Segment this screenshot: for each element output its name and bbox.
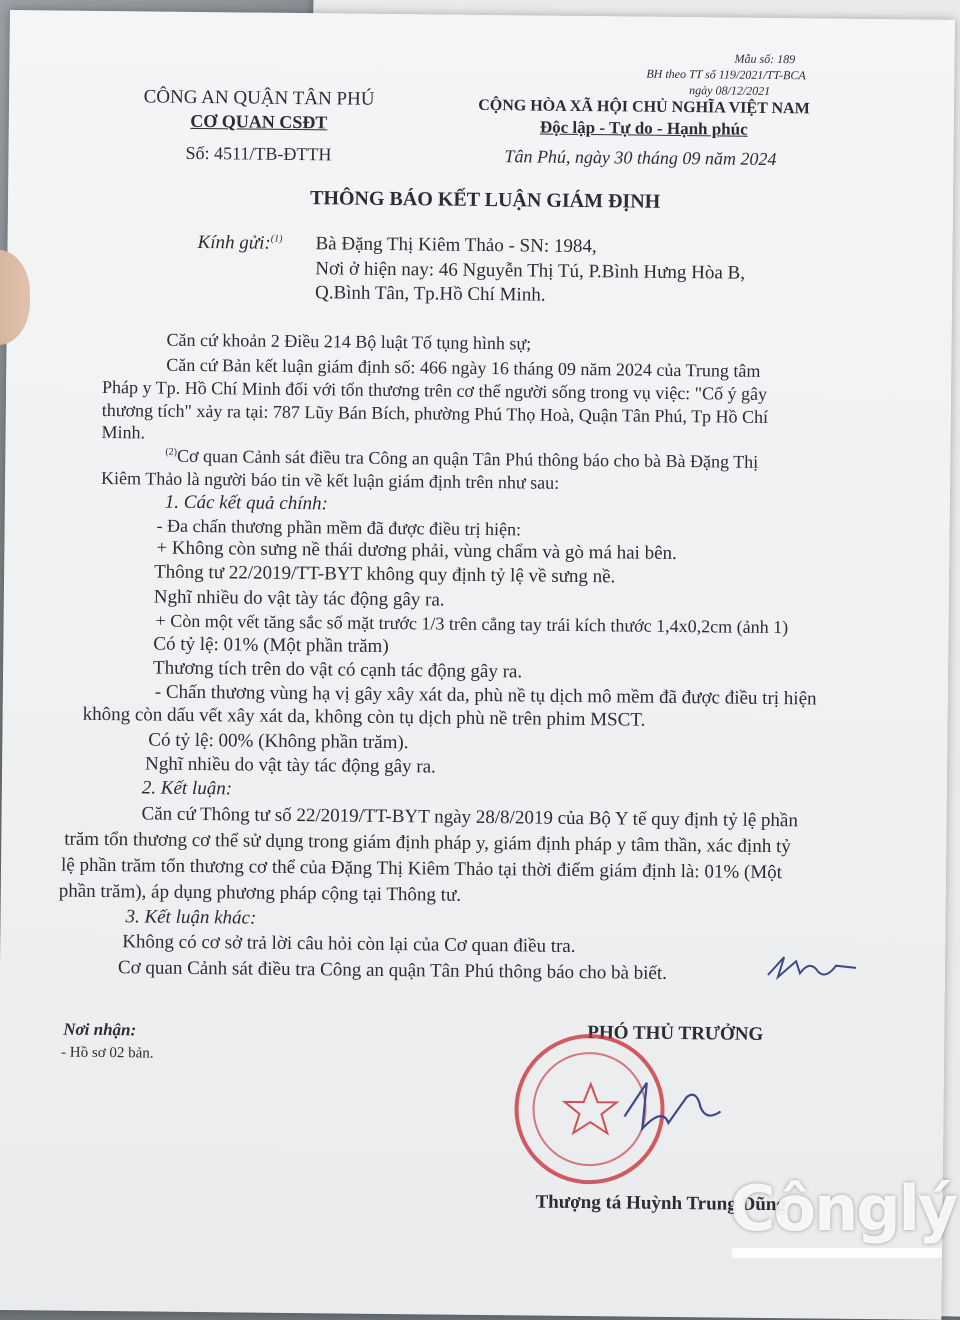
recipients-label: Nơi nhận: [63, 1019, 137, 1040]
basis-2-line-2: Pháp y Tp. Hồ Chí Minh đối với tổn thương trên cơ thể người sống trong vụ việc: "Cố ý gây [101, 376, 768, 404]
recipient-label [197, 232, 282, 255]
closing-line: Cơ quan Cảnh sát điều tra Công an quận Tân Phú thông báo cho bà biết. [117, 957, 668, 984]
section-1-line-8: - Chấn thương vùng hạ vị gây xây xát da, phù nề tụ dịch mô mềm đã được điều trị hiện [154, 681, 817, 710]
basis-2-line-4: Minh. [101, 421, 146, 443]
section-1-line-11: Nghĩ nhiều do vật tày tác động gây ra. [145, 753, 436, 778]
notice-line-1-text: Cơ quan Cảnh sát điều tra Công an quận Tân Phú thông báo cho bà Bà Đặng Thị [176, 445, 759, 472]
signature-scribble [616, 1076, 727, 1147]
section-1-title: 1. Các kết quả chính: [164, 491, 329, 515]
document-title: THÔNG BÁO KẾT LUẬN GIÁM ĐỊNH [309, 187, 661, 213]
section-1-line-5: + Còn một vết tăng sắc số mặt trước 1/3 trên cẳng tay trái kích thước 1,4x0,2cm (ảnh 1) [155, 610, 789, 638]
issue-date: Tân Phú, ngày 30 tháng 09 năm 2024 [504, 146, 777, 170]
section-2-line-1: Căn cứ Thông tư số 22/2019/TT-BYT ngày 28/8/2019 của Bộ Y tế quy định tỷ lệ phần [141, 803, 799, 832]
recipients-item: - Hồ sơ 02 bản. [61, 1044, 154, 1062]
section-1-line-2: + Không còn sưng nề thái dương phải, vùng chẩm và gò má hai bên. [156, 537, 677, 565]
form-number: Mẫu số: 189 [734, 51, 796, 67]
section-2-line-3: lệ phần trăm tổn thương cơ thể của Đặng Thị Kiêm Thảo tại thời điểm giám định là: 01% (Một [60, 854, 783, 884]
section-1-line-7: Thương tích trên do vật có cạnh tác động gây ra. [153, 657, 523, 683]
office-name: CƠ QUAN CSĐT [190, 110, 328, 133]
signer-name: Thượng tá Huỳnh Trung Dũng [535, 1191, 787, 1216]
signer-title: PHÓ THỦ TRƯỞNG [587, 1022, 764, 1045]
initials-scribble [766, 953, 861, 984]
star-icon [560, 1080, 621, 1141]
section-1-line-10: Có tỷ lệ: 00% (Không phần trăm). [148, 729, 409, 754]
recipient-address-2: Q.Bình Tân, Tp.Hồ Chí Minh. [314, 282, 546, 306]
recipient-label-text: Kính gửi: [197, 231, 271, 254]
section-3-title: 3. Kết luận khác: [125, 906, 257, 929]
document-number: Số: 4511/TB-ĐTTH [185, 142, 332, 165]
recipient-address-1: Nơi ở hiện nay: 46 Nguyễn Thị Tú, P.Bình Hưng Hòa B, [315, 258, 746, 284]
basis-2-line-1: Căn cứ Bản kết luận giám định số: 466 ngày 16 tháng 09 năm 2024 của Trung tâm [166, 354, 761, 381]
section-1-line-1: - Đa chấn thương phần mềm đã được điều trị hiện: [156, 515, 522, 540]
notice-line-2: Kiêm Thảo là người báo tin về kết luận giám định trên như sau: [100, 467, 560, 493]
publisher-watermark: Cônglý [730, 1172, 957, 1245]
basis-1: Căn cứ khoản 2 Điều 214 Bộ luật Tố tụng hình sự; [166, 329, 532, 354]
basis-2-line-3: thương tích" xảy ra tại: 787 Lũy Bán Bích, phường Phú Thọ Hoà, Quận Tân Phú, Tp Hồ Chí [101, 399, 769, 427]
section-1-line-6: Có tỷ lệ: 01% (Một phần trăm) [153, 633, 389, 658]
watermark-underline [732, 1248, 942, 1258]
form-basis: BH theo TT số 119/2021/TT-BCA [646, 66, 806, 83]
section-3-line-1: Không có cơ sở trả lời câu hỏi còn lại của Cơ quan điều tra. [122, 931, 576, 957]
agency-name: CÔNG AN QUẬN TÂN PHÚ [143, 86, 375, 110]
section-1-line-3: Thông tư 22/2019/TT-BYT không quy định tỷ lệ về sưng nề. [154, 561, 616, 588]
footnote-mark-2: (2) [165, 446, 178, 458]
section-2-line-4: phần trăm), áp dụng phương pháp cộng tại Thông tư. [58, 880, 462, 906]
section-2-line-2: trăm tổn thương cơ thể sử dụng trong giám định pháp y, giám định pháp y tâm thần, xác định tỷ [64, 828, 791, 858]
section-1-line-4: Nghĩ nhiều do vật tày tác động gây ra. [153, 586, 445, 611]
document-page [0, 10, 955, 1320]
recipient-name: Bà Đặng Thị Kiêm Thảo - SN: 1984, [315, 233, 597, 258]
country-name: CỘNG HÒA XÃ HỘI CHỦ NGHĨA VIỆT NAM [478, 96, 810, 118]
national-motto: Độc lập - Tự do - Hạnh phúc [539, 117, 748, 139]
section-2-title: 2. Kết luận: [141, 777, 233, 800]
section-1-line-9: không còn dấu vết xây xát da, không còn tụ dịch phù nề trên phim MSCT. [82, 703, 646, 731]
form-date: ngày 08/12/2021 [689, 83, 771, 98]
footnote-mark-1: (1) [270, 233, 283, 245]
